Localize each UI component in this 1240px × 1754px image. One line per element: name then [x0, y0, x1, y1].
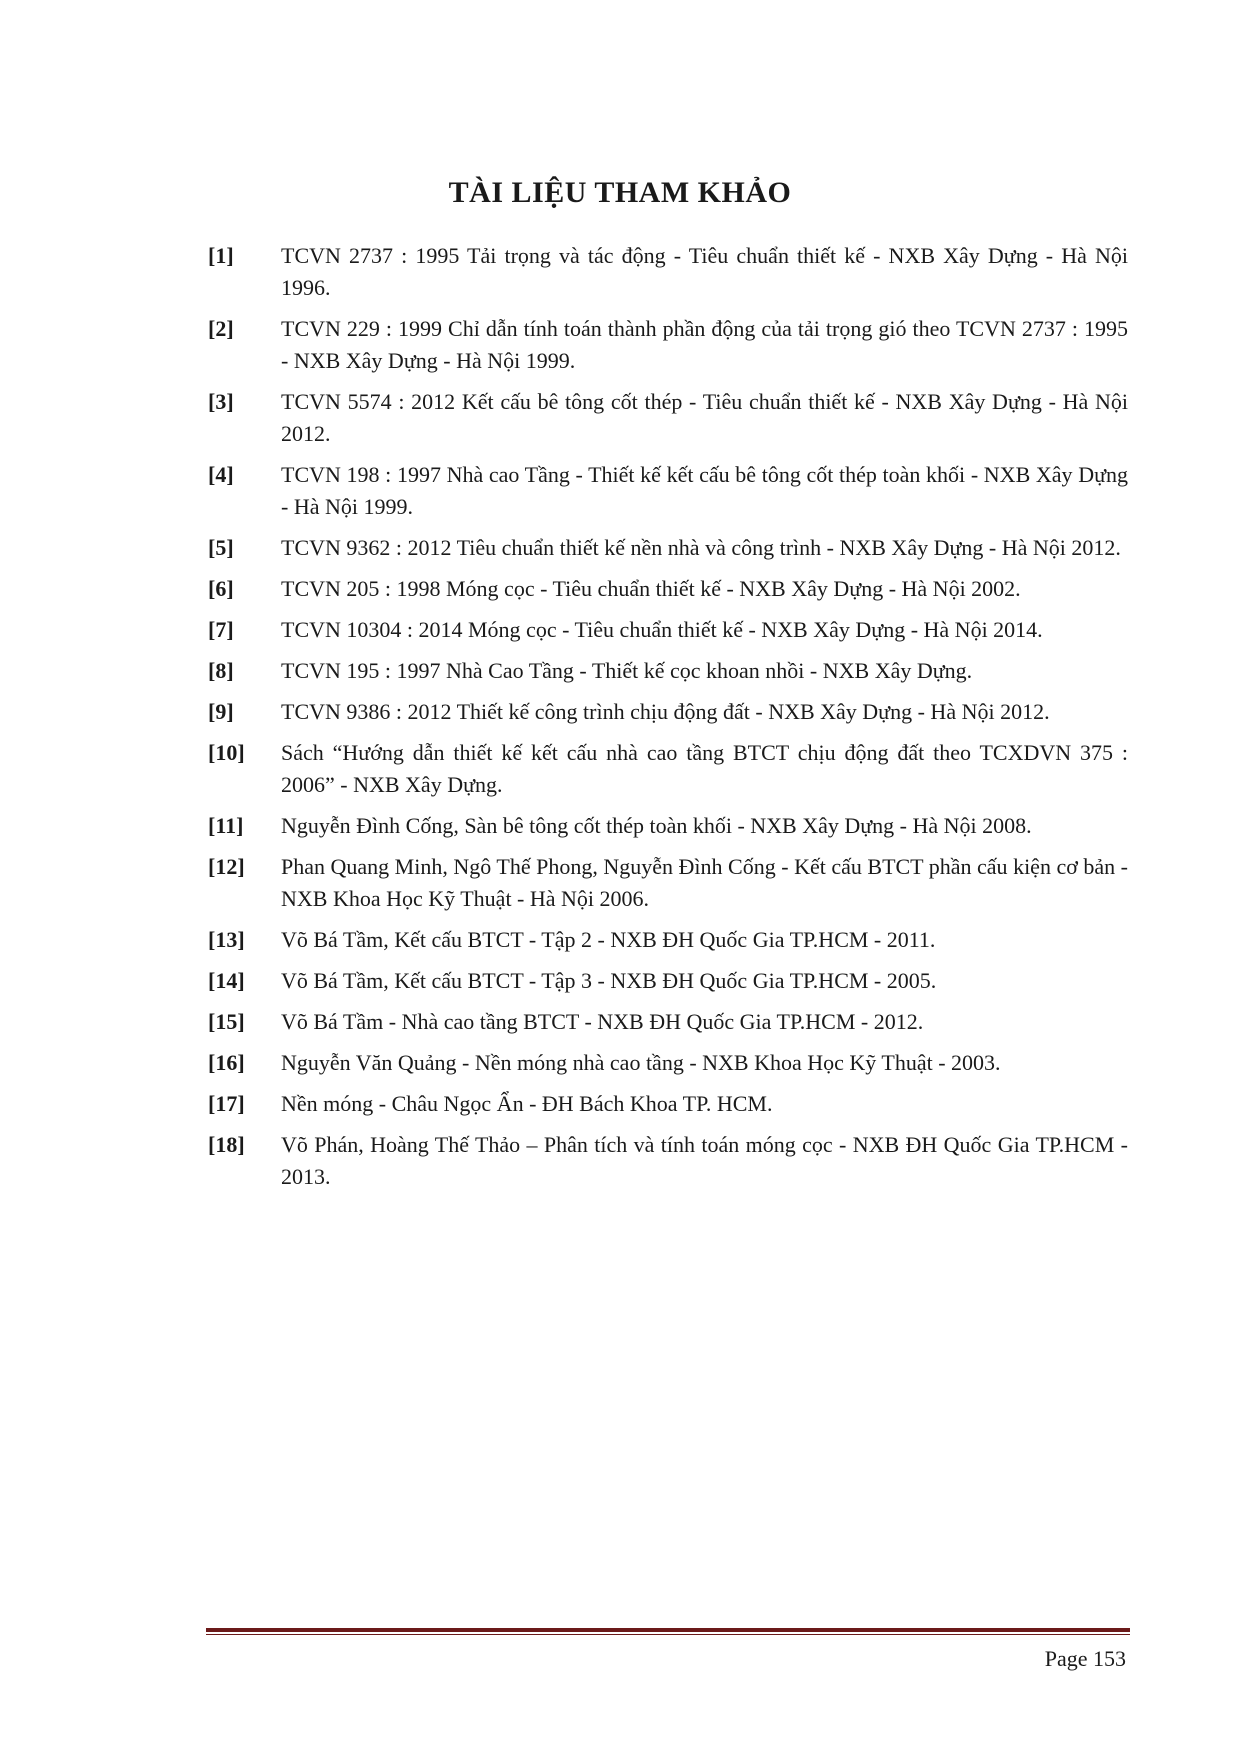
reference-text: Nền móng - Châu Ngọc Ẩn - ĐH Bách Khoa TP. HCM.: [281, 1091, 773, 1116]
reference-item: [208, 810, 1128, 842]
reference-text: TCVN 9386 : 2012 Thiết kế công trình chịu động đất - NXB Xây Dựng - Hà Nội 2012.: [281, 699, 1050, 724]
reference-number: [3]: [208, 389, 234, 414]
reference-item: [208, 313, 1128, 377]
reference-number: [17]: [208, 1091, 245, 1116]
reference-item: [208, 924, 1128, 956]
reference-number: [10]: [208, 740, 245, 765]
reference-number: [1]: [208, 243, 234, 268]
reference-number: [9]: [208, 699, 234, 724]
reference-item: [208, 1047, 1128, 1079]
reference-text: TCVN 229 : 1999 Chỉ dẫn tính toán thành phần động của tải trọng gió theo TCVN 2737 : 1995 - NXB Xây Dựng - Hà Nội 1999.: [281, 316, 1128, 373]
reference-item: [208, 573, 1128, 605]
reference-number: [12]: [208, 854, 245, 879]
reference-number: [7]: [208, 617, 234, 642]
reference-text: Võ Bá Tầm, Kết cấu BTCT - Tập 2 - NXB ĐH Quốc Gia TP.HCM - 2011.: [281, 927, 936, 952]
reference-item: [208, 737, 1128, 801]
page-title: TÀI LIỆU THAM KHẢO: [448, 176, 792, 209]
reference-item: [208, 459, 1128, 523]
reference-item: [208, 1006, 1128, 1038]
reference-item: [208, 614, 1128, 646]
reference-text: TCVN 9362 : 2012 Tiêu chuẩn thiết kế nền nhà và công trình - NXB Xây Dựng - Hà Nội 2012.: [281, 535, 1121, 560]
reference-number: [16]: [208, 1050, 245, 1075]
footer-divider: [206, 1628, 1130, 1636]
reference-text: Phan Quang Minh, Ngô Thế Phong, Nguyễn Đình Cống - Kết cấu BTCT phần cấu kiện cơ bản - NXB Khoa Học Kỹ Thuật - Hà Nội 2006.: [281, 854, 1128, 911]
reference-text: Võ Bá Tầm, Kết cấu BTCT - Tập 3 - NXB ĐH Quốc Gia TP.HCM - 2005.: [281, 968, 937, 993]
reference-item: [208, 851, 1128, 915]
reference-text: Nguyễn Văn Quảng - Nền móng nhà cao tầng - NXB Khoa Học Kỹ Thuật - 2003.: [281, 1050, 1001, 1075]
reference-item: [208, 1129, 1128, 1193]
reference-number: [13]: [208, 927, 245, 952]
reference-number: [2]: [208, 316, 234, 341]
reference-number: [4]: [208, 462, 234, 487]
reference-number: [5]: [208, 535, 234, 560]
reference-number: [15]: [208, 1009, 245, 1034]
reference-text: Sách “Hướng dẫn thiết kế kết cấu nhà cao tầng BTCT chịu động đất theo TCXDVN 375 : 2006” - NXB Xây Dựng.: [281, 740, 1128, 797]
reference-item: [208, 386, 1128, 450]
reference-text: TCVN 195 : 1997 Nhà Cao Tầng - Thiết kế cọc khoan nhồi - NXB Xây Dựng.: [281, 658, 973, 683]
reference-text: Võ Bá Tầm - Nhà cao tầng BTCT - NXB ĐH Quốc Gia TP.HCM - 2012.: [281, 1009, 924, 1034]
reference-text: Nguyễn Đình Cống, Sàn bê tông cốt thép toàn khối - NXB Xây Dựng - Hà Nội 2008.: [281, 813, 1032, 838]
reference-item: [208, 240, 1128, 304]
reference-text: Võ Phán, Hoàng Thế Thảo – Phân tích và tính toán móng cọc - NXB ĐH Quốc Gia TP.HCM - 2013.: [281, 1132, 1128, 1189]
reference-item: [208, 1088, 1128, 1120]
reference-list: [208, 240, 1128, 1202]
reference-item: [208, 532, 1128, 564]
reference-text: TCVN 198 : 1997 Nhà cao Tầng - Thiết kế kết cấu bê tông cốt thép toàn khối - NXB Xây Dựng - Hà Nội 1999.: [281, 462, 1128, 519]
reference-item: [208, 655, 1128, 687]
reference-text: TCVN 2737 : 1995 Tải trọng và tác động - Tiêu chuẩn thiết kế - NXB Xây Dựng - Hà Nội 1996.: [281, 243, 1128, 300]
reference-item: [208, 696, 1128, 728]
reference-number: [14]: [208, 968, 245, 993]
footer-divider-thin-line: [206, 1634, 1130, 1635]
reference-number: [11]: [208, 813, 244, 838]
reference-number: [6]: [208, 576, 234, 601]
page-number: Page 153: [1044, 1646, 1126, 1671]
reference-text: TCVN 205 : 1998 Móng cọc - Tiêu chuẩn thiết kế - NXB Xây Dựng - Hà Nội 2002.: [281, 576, 1021, 601]
reference-text: TCVN 5574 : 2012 Kết cấu bê tông cốt thép - Tiêu chuẩn thiết kế - NXB Xây Dựng - Hà Nội 2012.: [281, 389, 1128, 446]
reference-number: [8]: [208, 658, 234, 683]
reference-number: [18]: [208, 1132, 245, 1157]
reference-item: [208, 965, 1128, 997]
reference-text: TCVN 10304 : 2014 Móng cọc - Tiêu chuẩn thiết kế - NXB Xây Dựng - Hà Nội 2014.: [281, 617, 1043, 642]
footer-divider-thick-line: [206, 1628, 1130, 1632]
